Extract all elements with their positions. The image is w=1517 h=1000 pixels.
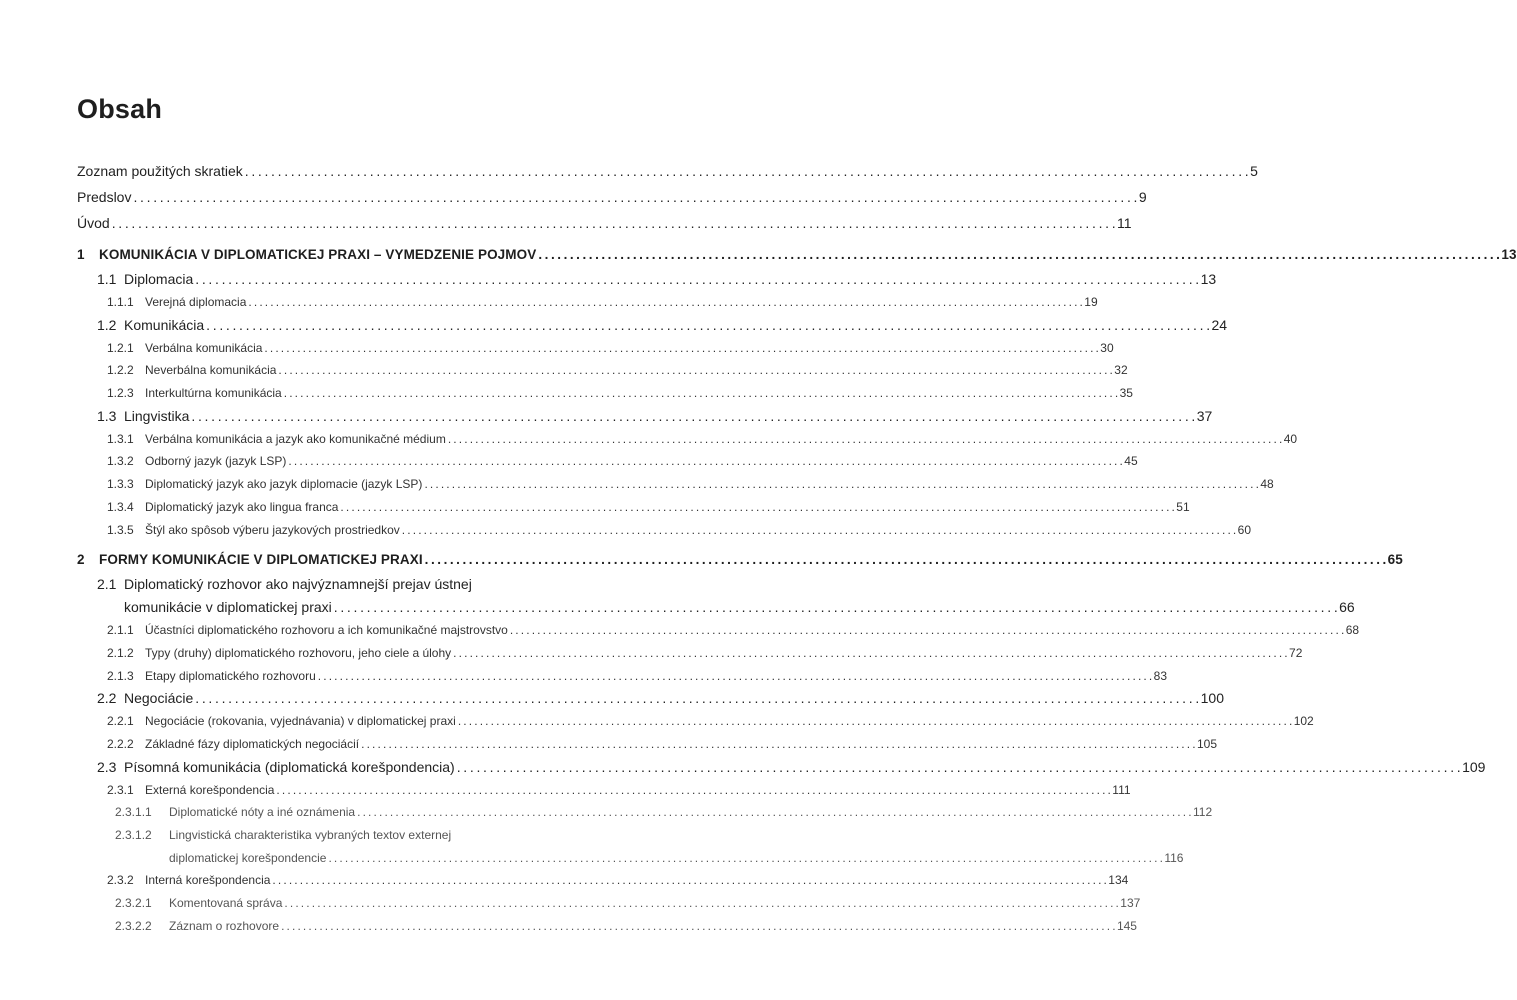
toc-page-number: 13 (1200, 271, 1217, 287)
dot-leader (425, 547, 1386, 573)
toc-entry-label: Písomná komunikácia (diplomatická korešpondencia) (124, 758, 455, 775)
dot-leader (288, 450, 1122, 473)
toc-entry-number: 2.2.2 (107, 736, 134, 751)
toc-section-1-2[interactable] (77, 314, 1228, 337)
toc-subsubsection-2-3-1-1[interactable] (77, 801, 1213, 824)
toc-subsection-1-2-1[interactable] (77, 337, 1114, 360)
toc-section-2-1[interactable] (77, 573, 1355, 619)
dot-leader (195, 268, 1198, 291)
dot-leader (281, 915, 1115, 938)
toc-entry-number: 1.2 (97, 316, 117, 333)
toc-page-number: 111 (1112, 782, 1131, 797)
toc-entry-label: Odborný jazyk (jazyk LSP) (145, 454, 287, 469)
toc-subsubsection-2-3-1-2[interactable] (77, 824, 1184, 869)
toc-entry-number: 1.3 (97, 407, 117, 424)
toc-subsection-2-2-1[interactable] (77, 710, 1314, 733)
toc-subsection-2-1-1[interactable] (77, 619, 1360, 642)
toc-entry-label: Negociácie (rokovania, vyjednávania) v diplomatickej praxi (145, 714, 456, 729)
table-of-contents (77, 158, 1517, 937)
toc-page-number: 116 (1164, 850, 1184, 865)
dot-leader (284, 382, 1118, 405)
dot-leader (195, 687, 1198, 710)
toc-page-number: 5 (1250, 163, 1258, 179)
toc-subsection-1-3-4[interactable] (77, 496, 1190, 519)
toc-subsection-1-3-5[interactable] (77, 519, 1252, 542)
toc-subsection-1-3-1[interactable] (77, 428, 1298, 451)
toc-entry-label: Etapy diplomatického rozhovoru (145, 668, 316, 683)
toc-entry-label: Verejná diplomacia (145, 295, 247, 309)
toc-page-number: 66 (1339, 599, 1355, 616)
toc-page-number: 145 (1116, 918, 1137, 933)
toc-entry-label: FORMY KOMUNIKÁCIE V DIPLOMATICKEJ PRAXI (99, 552, 423, 568)
toc-entry-label: Diplomatický jazyk ako lingua franca (145, 499, 339, 514)
toc-subsection-2-1-2[interactable] (77, 642, 1303, 665)
dot-leader (361, 733, 1195, 756)
toc-entry-number: 2.3.2.1 (115, 896, 152, 911)
toc-entry-label-line2: diplomatickej korešpondencie (169, 850, 327, 865)
toc-subsubsection-2-3-2-2[interactable] (77, 915, 1137, 938)
dot-leader (318, 665, 1152, 688)
toc-entry-number: 2.3.2.2 (115, 918, 152, 933)
toc-page-number: 137 (1120, 896, 1141, 911)
dot-leader (510, 619, 1344, 642)
toc-entry-label: Úvod (77, 215, 110, 231)
dot-leader (278, 359, 1112, 382)
toc-entry-number: 2.3.1.1 (115, 805, 152, 820)
toc-entry-number: 1.2.1 (107, 340, 134, 355)
toc-subsection-1-3-3[interactable] (77, 473, 1274, 496)
toc-subsection-2-3-2[interactable] (77, 869, 1129, 892)
toc-entry-label: Komunikácia (124, 316, 205, 333)
toc-entry-number: 2.1 (97, 576, 117, 593)
dot-leader (424, 473, 1258, 496)
toc-entry-number: 2.2.1 (107, 714, 134, 729)
toc-subsection-2-3-1[interactable] (77, 779, 1131, 802)
toc-entry-label-line2: komunikácie v diplomatickej praxi (124, 599, 332, 616)
toc-subsection-2-2-2[interactable] (77, 733, 1218, 756)
dot-leader (357, 801, 1191, 824)
dot-leader (276, 779, 1110, 802)
page-title: Obsah (77, 94, 163, 124)
toc-page-number: 102 (1293, 714, 1314, 729)
toc-entry-label: KOMUNIKÁCIA V DIPLOMATICKEJ PRAXI – VYMEDZENIE POJMOV (99, 247, 537, 262)
toc-page-number: 19 (1084, 295, 1098, 309)
toc-entry-number: 1.3.4 (107, 499, 134, 514)
toc-entry-label: Neverbálna komunikácia (145, 363, 277, 378)
toc-entry-label: Diplomatické nóty a iné oznámenia (169, 805, 356, 820)
toc-section-1-1[interactable] (77, 268, 1217, 291)
toc-chapter-2[interactable] (77, 547, 1403, 573)
toc-page-number: 40 (1283, 431, 1298, 446)
toc-entry-preface[interactable] (77, 184, 1147, 210)
dot-leader (245, 158, 1248, 184)
toc-page-number: 13 (1501, 247, 1517, 262)
toc-entry-number: 1.2.3 (107, 386, 134, 401)
toc-page-number: 68 (1345, 623, 1360, 638)
toc-page-number: 100 (1200, 690, 1224, 707)
toc-entry-number: 2.3.2 (107, 873, 134, 888)
toc-entry-number: 1.1.1 (107, 295, 134, 309)
toc-page-number: 72 (1289, 645, 1303, 660)
toc-entry-introduction[interactable] (77, 210, 1132, 236)
toc-page-number: 45 (1124, 454, 1138, 469)
toc-entry-abbreviations[interactable] (77, 158, 1258, 184)
toc-entry-number: 2.2 (97, 690, 117, 707)
toc-entry-number: 2 (77, 552, 85, 568)
toc-page-number: 11 (1117, 215, 1132, 231)
toc-entry-label: Predslov (77, 189, 132, 205)
dot-leader (133, 184, 1136, 210)
toc-page-number: 30 (1100, 340, 1114, 355)
toc-subsubsection-2-3-2-1[interactable] (77, 892, 1141, 915)
toc-subsection-1-1-1[interactable] (77, 291, 1098, 314)
toc-entry-number: 1.3.2 (107, 454, 134, 469)
toc-entry-number: 2.1.3 (107, 668, 134, 683)
toc-subsection-1-2-2[interactable] (77, 359, 1128, 382)
dot-leader (328, 847, 1162, 870)
toc-page-number: 35 (1119, 386, 1133, 401)
toc-page-number: 24 (1211, 316, 1228, 333)
toc-entry-label: Záznam o rozhovore (169, 918, 280, 933)
toc-entry-label: Interná korešpondencia (145, 873, 271, 888)
toc-subsection-1-2-3[interactable] (77, 382, 1133, 405)
toc-page-number: 32 (1114, 363, 1128, 378)
dot-leader (191, 405, 1194, 428)
toc-entry-number: 1 (77, 247, 85, 262)
toc-page-number: 105 (1196, 736, 1218, 751)
toc-entry-label-line1: Lingvistická charakteristika vybraných textov externej (169, 828, 452, 842)
dot-leader (264, 337, 1098, 360)
toc-entry-label: Externá korešpondencia (145, 782, 275, 797)
toc-entry-label: Zoznam použitých skratiek (77, 163, 243, 179)
toc-entry-label-line1: Diplomatický rozhovor ako najvýznamnejší prejav ústnej (124, 576, 472, 593)
toc-entry-label: Interkultúrna komunikácia (145, 386, 282, 401)
dot-leader (248, 291, 1082, 314)
toc-page-number: 134 (1108, 873, 1129, 888)
toc-section-2-2[interactable] (77, 687, 1224, 710)
dot-leader (538, 242, 1499, 268)
toc-entry-label: Negociácie (124, 690, 194, 707)
toc-chapter-1[interactable] (77, 242, 1517, 268)
dot-leader (206, 314, 1209, 337)
toc-section-1-3[interactable] (77, 405, 1213, 428)
toc-page-number: 51 (1176, 499, 1190, 514)
toc-entry-number: 1.2.2 (107, 363, 134, 378)
toc-entry-number: 1.1 (97, 271, 117, 287)
toc-entry-number: 2.1.2 (107, 645, 134, 660)
toc-entry-label: Základné fázy diplomatických negociácií (145, 736, 360, 751)
toc-entry-label: Komentovaná správa (169, 896, 283, 911)
toc-page-number: 109 (1462, 758, 1486, 775)
toc-entry-label: Diplomatický jazyk ako jazyk diplomacie (jazyk LSP) (145, 477, 423, 492)
toc-entry-number: 2.3.1.2 (115, 828, 152, 842)
dot-leader (334, 596, 1337, 619)
toc-page-number: 65 (1387, 552, 1403, 568)
toc-page-number: 83 (1153, 668, 1167, 683)
toc-entry-label: Účastníci diplomatického rozhovoru a ich komunikačné majstrovstvo (145, 623, 508, 638)
toc-subsection-2-1-3[interactable] (77, 665, 1167, 688)
toc-entry-number: 1.3.1 (107, 431, 134, 446)
dot-leader (448, 428, 1282, 451)
toc-entry-label: Lingvistika (124, 407, 190, 424)
toc-entry-number: 1.3.5 (107, 522, 134, 537)
toc-entry-label: Diplomacia (124, 271, 194, 287)
toc-subsection-1-3-2[interactable] (77, 450, 1138, 473)
toc-section-2-3[interactable] (77, 756, 1486, 779)
dot-leader (112, 210, 1115, 236)
toc-entry-label: Verbálna komunikácia a jazyk ako komunikačné médium (145, 431, 446, 446)
toc-page-number: 112 (1192, 805, 1213, 820)
toc-entry-label: Typy (druhy) diplomatického rozhovoru, jeho ciele a úlohy (145, 645, 452, 660)
toc-page-number: 48 (1260, 477, 1274, 492)
dot-leader (453, 642, 1287, 665)
dot-leader (402, 519, 1236, 542)
toc-entry-number: 2.1.1 (107, 623, 134, 638)
dot-leader (284, 892, 1118, 915)
toc-entry-label: Štýl ako spôsob výberu jazykových prostriedkov (145, 522, 400, 537)
toc-page-number: 9 (1138, 189, 1147, 205)
toc-entry-number: 1.3.3 (107, 477, 134, 492)
dot-leader (272, 869, 1106, 892)
toc-entry-label: Verbálna komunikácia (145, 340, 263, 355)
toc-entry-number: 2.3.1 (107, 782, 134, 797)
toc-page-number: 37 (1196, 407, 1213, 424)
toc-page-number: 60 (1237, 522, 1252, 537)
dot-leader (457, 756, 1460, 779)
dot-leader (458, 710, 1292, 733)
dot-leader (340, 496, 1174, 519)
toc-entry-number: 2.3 (97, 758, 117, 775)
